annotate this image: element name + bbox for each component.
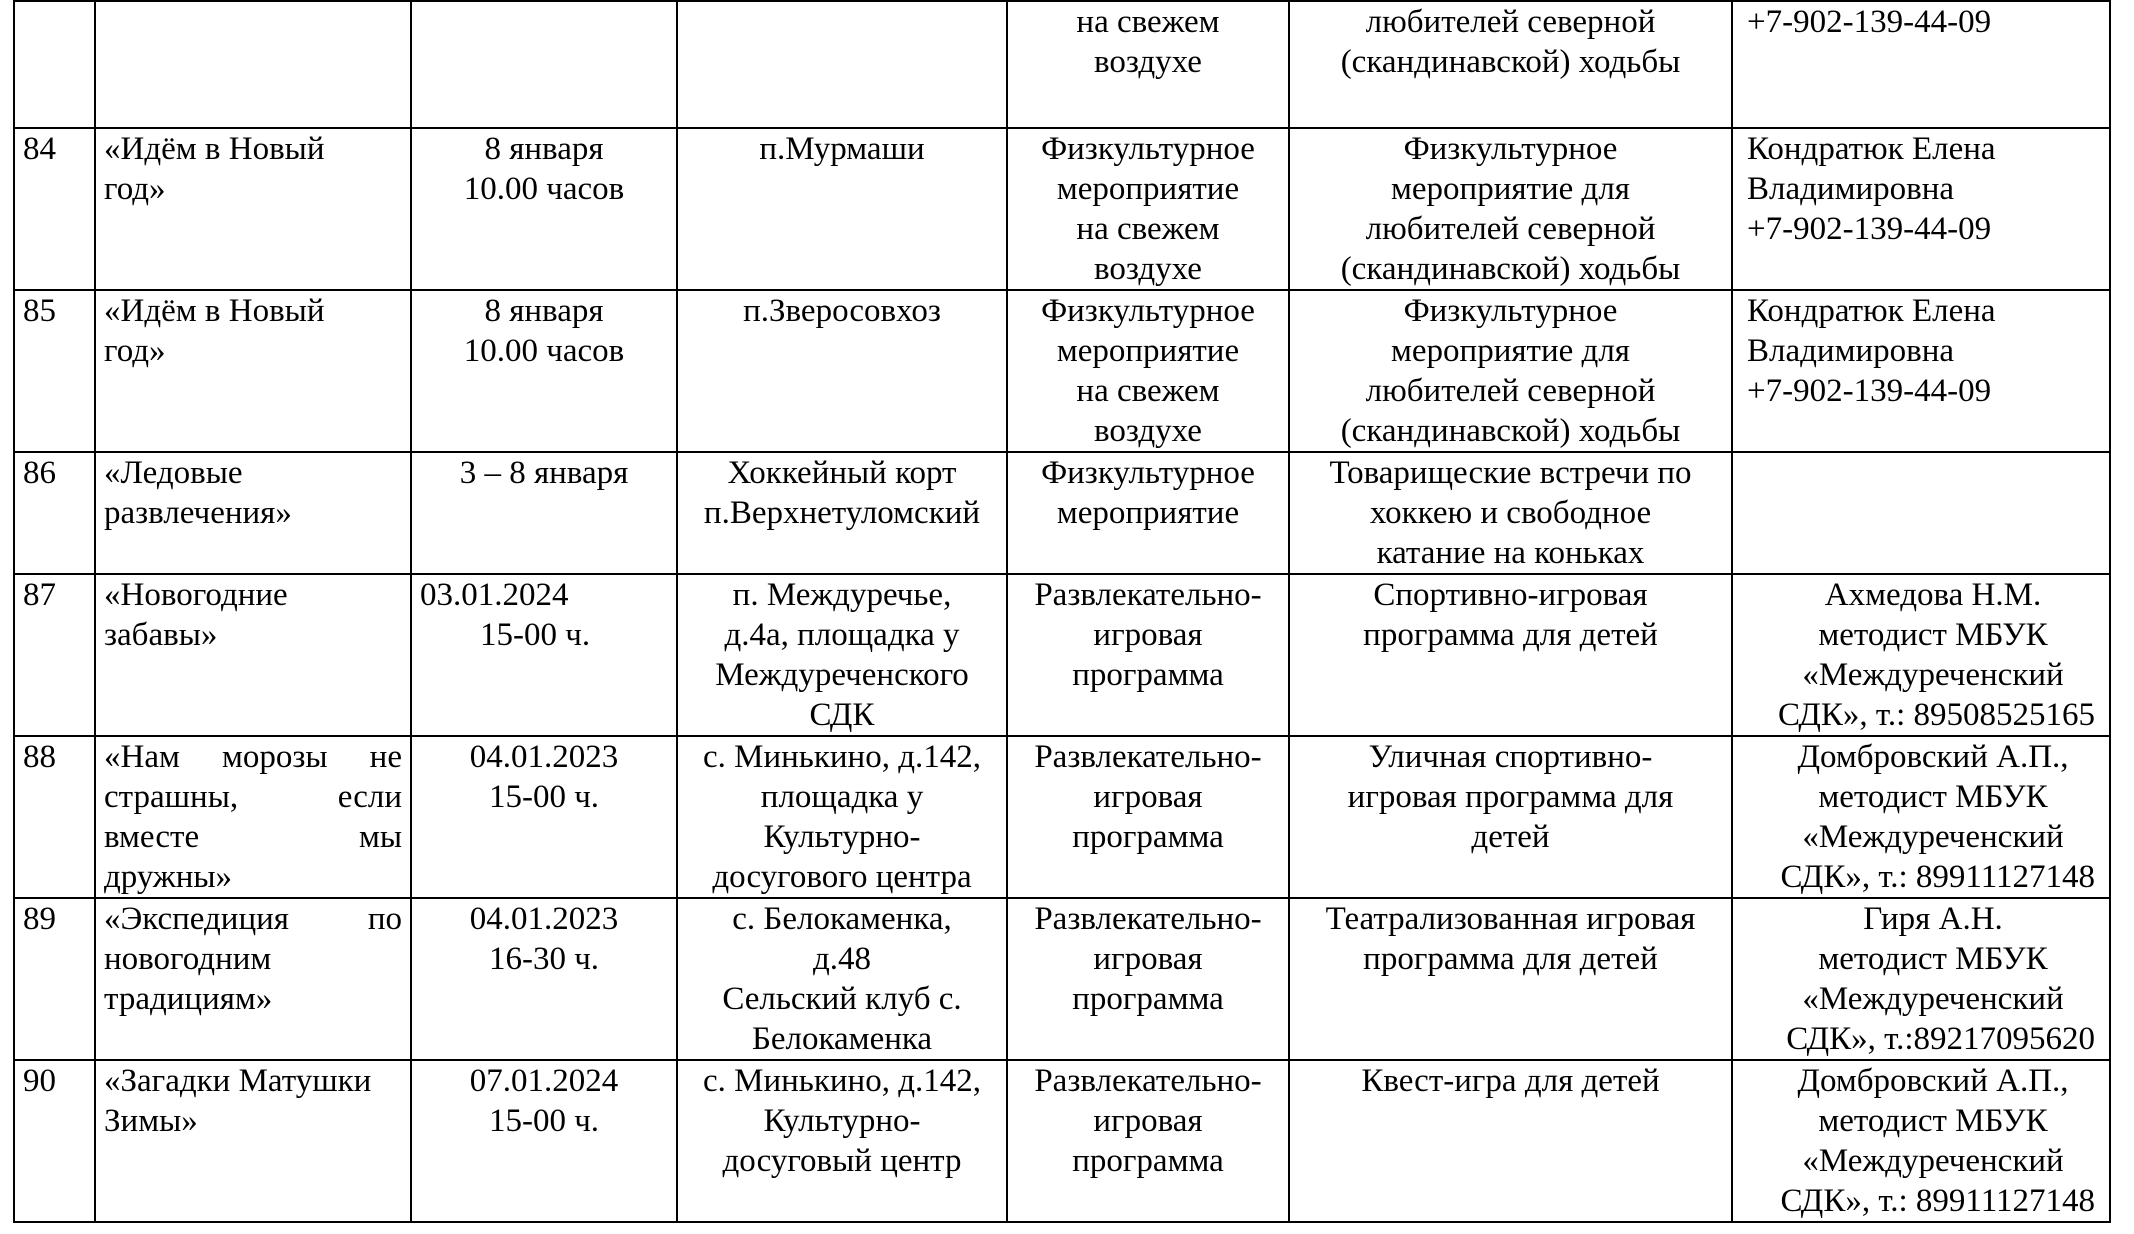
event-description-cell [1289,1060,1732,1222]
event-date-cell [411,1,677,128]
event-description-line: мероприятие для [1391,333,1630,369]
event-name-line: «Загадки Матушки [104,1063,372,1099]
event-name-cell [95,574,411,736]
event-date-line: 10.00 часов [463,333,625,369]
event-contact-line: +7-902-139-44-09 [1747,4,1992,40]
event-place-line: площадка у [760,779,924,815]
events-table-body [14,1,2110,1222]
event-name-line: вместе мы [104,819,402,855]
event-type-cell [1007,1060,1289,1222]
event-place-cell [677,574,1007,736]
event-description-cell [1289,452,1732,574]
event-date-cell [411,574,677,736]
event-description-line: программа для детей [1363,941,1658,977]
event-type-line: воздухе [1094,44,1202,80]
event-type-cell [1007,1,1289,128]
event-type-line: Развлекательно- [1034,739,1262,775]
event-place-line: Культурно- [763,1103,921,1139]
event-place-line: Сельский клуб с. [722,981,962,1017]
event-type-line: игровая [1093,1103,1203,1139]
event-place-line: Культурно- [763,819,921,855]
table-row [14,574,2110,736]
event-description-line: мероприятие для [1391,171,1630,207]
event-name-line: новогодним [104,941,272,977]
event-description-line: хоккею и свободное [1369,495,1652,531]
event-name-line: традициям» [104,981,273,1017]
event-date-line: 03.01.2024 [420,577,569,613]
event-place-cell [677,128,1007,290]
event-description-line: детей [1471,819,1550,855]
event-name-line: год» [104,333,166,369]
event-type-line: Развлекательно- [1034,1063,1262,1099]
event-description-line: программа для детей [1363,617,1658,653]
event-place-line: СДК [809,697,875,733]
event-type-cell [1007,898,1289,1060]
event-type-cell [1007,736,1289,898]
event-place-line: п.Верхнетуломский [703,495,981,531]
event-place-line: п. Междуречье, [732,577,952,613]
event-contact-cell [1732,898,2110,1060]
table-row [14,290,2110,452]
event-name-line: «Идём в Новый [104,131,325,167]
event-place-line: досуговый центр [722,1143,962,1179]
event-contact-line: методист МБУК [1818,779,2048,815]
event-description-line: любителей северной [1365,373,1656,409]
event-name-cell [95,452,411,574]
event-type-cell [1007,128,1289,290]
event-contact-line: СДК», т.: 89911127148 [1780,859,2095,895]
event-place-line: с. Минькино, д.142, [702,1063,981,1099]
event-contact-line: Гиря А.Н. [1863,901,2003,937]
event-type-line: игровая [1093,941,1203,977]
event-description-line: игровая программа для [1347,779,1674,815]
event-description-cell [1289,736,1732,898]
row-number-cell: 90 [14,1060,95,1222]
event-contact-cell [1732,736,2110,898]
table-row [14,898,2110,1060]
event-contact-line: +7-902-139-44-09 [1747,373,1992,409]
event-type-line: игровая [1093,617,1203,653]
event-description-line: Товарищеские встречи по [1329,455,1692,491]
row-number-cell: 89 [14,898,95,1060]
event-contact-line: Владимировна [1747,333,1955,369]
event-date-cell [411,898,677,1060]
event-name-cell [95,290,411,452]
event-date-line: 15-00 ч. [488,779,600,815]
event-name-cell [95,736,411,898]
event-name-line: «Идём в Новый [104,293,325,329]
event-type-line: программа [1072,1143,1224,1179]
event-date-line: 16-30 ч. [488,941,600,977]
event-type-line: на свежем [1076,211,1220,247]
event-type-line: Развлекательно- [1034,901,1262,937]
event-contact-line: «Междуреченский [1802,657,2064,693]
event-place-cell [677,1060,1007,1222]
event-contact-line: «Междуреченский [1802,981,2064,1017]
event-place-line: с. Белокаменка, [732,901,952,937]
row-number-cell: 86 [14,452,95,574]
event-contact-line: методист МБУК [1818,617,2048,653]
event-contact-line: СДК», т.:89217095620 [1786,1021,2095,1057]
event-place-line: п.Зверосовхоз [743,293,941,329]
event-contact-cell [1732,128,2110,290]
event-name-cell [95,1,411,128]
event-date-line: 8 января [484,293,604,329]
event-description-line: любителей северной [1365,4,1656,40]
event-type-cell [1007,574,1289,736]
event-description-line: Физкультурное [1403,293,1618,329]
event-date-line: 3 – 8 января [459,455,629,491]
event-contact-line: Ахмедова Н.М. [1824,577,2042,613]
event-type-line: мероприятие [1056,333,1240,369]
event-place-line: Белокаменка [751,1021,933,1057]
event-contact-line: «Междуреченский [1802,1143,2064,1179]
event-type-line: на свежем [1076,373,1220,409]
event-name-line: страшны, если [104,779,402,815]
row-number-cell [14,1,95,128]
event-type-line: программа [1072,981,1224,1017]
event-type-line: Физкультурное [1041,131,1255,167]
event-description-line: (скандинавской) ходьбы [1340,251,1681,287]
event-date-line: 04.01.2023 [469,901,619,937]
event-place-line: Междуреченского [715,657,969,693]
event-contact-cell [1732,1,2110,128]
event-place-line: Хоккейный корт [727,455,957,491]
event-place-line: с. Минькино, д.142, [702,739,981,775]
event-date-line: 8 января [484,131,604,167]
event-date-line: 04.01.2023 [469,739,619,775]
event-name-cell [95,128,411,290]
event-date-cell [411,128,677,290]
event-type-cell [1007,290,1289,452]
event-contact-line: Кондратюк Елена [1747,131,1996,167]
event-type-line: программа [1072,657,1224,693]
event-contact-line: СДК», т.: 89508525165 [1778,697,2095,733]
event-description-cell [1289,1,1732,128]
row-number-cell: 87 [14,574,95,736]
event-type-line: программа [1072,819,1224,855]
event-contact-cell [1732,1060,2110,1222]
event-type-line: на свежем [1076,4,1220,40]
event-name-line: развлечения» [104,495,292,531]
event-place-line: досугового центра [712,859,972,895]
event-description-line: (скандинавской) ходьбы [1340,413,1681,449]
event-date-cell [411,736,677,898]
event-date-line: 10.00 часов [463,171,625,207]
event-contact-cell [1732,452,2110,574]
event-description-cell [1289,128,1732,290]
event-description-line: Уличная спортивно- [1368,739,1653,775]
event-name-cell [95,1060,411,1222]
event-description-cell [1289,290,1732,452]
table-row [14,1,2110,128]
event-description-line: Спортивно-игровая [1373,577,1648,613]
event-type-cell [1007,452,1289,574]
row-number-cell: 85 [14,290,95,452]
event-name-line: забавы» [104,617,218,653]
event-contact-line: +7-902-139-44-09 [1747,211,1992,247]
event-name-line: год» [104,171,166,207]
event-date-line: 15-00 ч. [488,1103,600,1139]
event-contact-line: «Междуреченский [1802,819,2064,855]
table-row [14,452,2110,574]
event-contact-line: методист МБУК [1818,941,2048,977]
event-contact-line: методист МБУК [1818,1103,2048,1139]
event-name-line: «Нам морозы не [104,739,402,775]
event-type-line: мероприятие [1056,495,1240,531]
event-type-line: воздухе [1094,413,1202,449]
event-contact-cell [1732,574,2110,736]
event-description-cell [1289,898,1732,1060]
table-row [14,128,2110,290]
event-contact-cell [1732,290,2110,452]
event-description-line: Физкультурное [1403,131,1618,167]
event-place-line: п.Мурмаши [759,131,925,167]
event-date-line: 07.01.2024 [469,1063,619,1099]
event-name-line: дружны» [104,859,233,895]
event-name-line: «Ледовые [104,455,243,491]
event-name-cell [95,898,411,1060]
event-contact-line: Домбровский А.П., [1797,739,2069,775]
row-number-cell: 84 [14,128,95,290]
event-name-line: Зимы» [104,1103,198,1139]
event-type-line: игровая [1093,779,1203,815]
event-place-line: д.48 [812,941,872,977]
event-type-line: Физкультурное [1041,293,1255,329]
events-table [13,0,2111,1223]
event-type-line: Физкультурное [1041,455,1255,491]
row-number-cell: 88 [14,736,95,898]
event-contact-line: Кондратюк Елена [1747,293,1996,329]
event-name-line: «Экспедиция по [104,901,402,937]
event-place-cell [677,1,1007,128]
event-place-line: д.4а, площадка у [724,617,960,653]
event-description-line: катание на коньках [1376,535,1645,571]
event-description-line: Квест-игра для детей [1361,1063,1660,1099]
event-description-line: (скандинавской) ходьбы [1340,44,1681,80]
event-type-line: воздухе [1094,251,1202,287]
event-place-cell [677,290,1007,452]
table-row [14,736,2110,898]
table-row [14,1060,2110,1222]
event-date-line: 15-00 ч. [480,617,591,653]
event-place-cell [677,736,1007,898]
event-contact-line: СДК», т.: 89911127148 [1780,1183,2095,1219]
event-contact-line: Домбровский А.П., [1797,1063,2069,1099]
event-contact-line: Владимировна [1747,171,1955,207]
event-place-cell [677,452,1007,574]
event-name-line: «Новогодние [104,577,288,613]
event-description-cell [1289,574,1732,736]
event-date-cell [411,290,677,452]
event-type-line: мероприятие [1056,171,1240,207]
event-description-line: любителей северной [1365,211,1656,247]
event-date-cell [411,452,677,574]
event-type-line: Развлекательно- [1034,577,1262,613]
event-description-line: Театрализованная игровая [1325,901,1696,937]
event-date-cell [411,1060,677,1222]
event-place-cell [677,898,1007,1060]
